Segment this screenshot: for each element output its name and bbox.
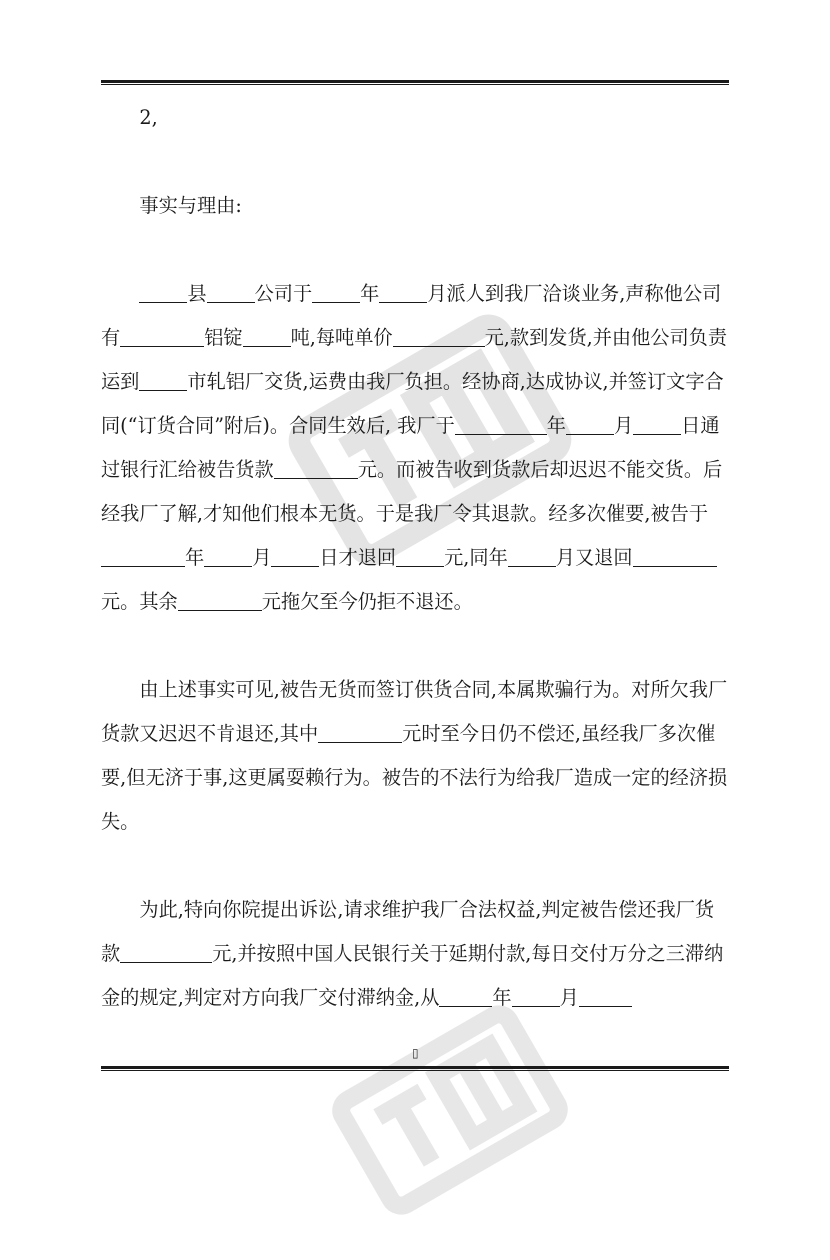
blank-company[interactable] [207, 282, 255, 303]
text: 年 [360, 282, 380, 305]
text: 年 [492, 986, 512, 1009]
text: 月 [613, 414, 634, 437]
text: 元时至今日仍不偿还,虽经我厂多次催要,但无济于事,这更属耍赖行为。被告的不法行为给我厂造成一定的经济损失。 [101, 722, 728, 833]
blank-month[interactable] [508, 546, 556, 567]
blank-refund-amount-2[interactable] [633, 546, 717, 567]
header-rule [101, 80, 729, 85]
claim-paragraph [101, 888, 731, 1020]
conclusion-paragraph [101, 668, 731, 844]
text: 元。其余 [101, 590, 178, 613]
blank-claim-amount[interactable] [120, 942, 212, 963]
blank-tons[interactable] [243, 326, 291, 347]
text: 县 [187, 282, 207, 305]
blank-refund-amount[interactable] [396, 546, 444, 567]
blank-remit-date[interactable] [455, 414, 547, 435]
blank-unit-price[interactable] [393, 326, 485, 347]
text: 市轧铝厂交货,运费由我厂负担。经协商,达成协议,并签订文字合同(“订货合同”附后)。合同生效后, 我厂于 [101, 370, 724, 437]
section-heading: 事实与理由: [139, 194, 242, 217]
blank-day[interactable] [579, 986, 632, 1007]
text: 年 [185, 546, 205, 569]
text: 日通过银行汇给被告货款 [101, 414, 720, 481]
blank-refund-year[interactable] [101, 546, 185, 567]
blank-city[interactable] [139, 370, 187, 391]
footer-rule [101, 1066, 729, 1071]
blank-remaining-amount[interactable] [178, 590, 262, 611]
blank-year[interactable] [312, 282, 360, 303]
text: 元,并按照中国人民银行关于延期付款,每日交付万分之三滞纳金的规定,判定对方向我厂交付滞纳金,从 [101, 942, 724, 1009]
blank-month[interactable] [379, 282, 427, 303]
text: 吨,每吨单价 [290, 326, 393, 349]
item-number: 2, [139, 106, 158, 129]
blank-year[interactable] [439, 986, 492, 1007]
text: 月又退回 [555, 546, 633, 569]
text: 月 [252, 546, 272, 569]
blank-county[interactable] [139, 282, 187, 303]
blank-month[interactable] [566, 414, 614, 435]
text: 元,款到发货,并由他公司负责运到 [101, 326, 728, 393]
text: 元。而被告收到货款后却迟迟不能交货。后经我厂了解,才知他们根本无货。于是我厂令其退款。经多次催要,被告于 [101, 458, 723, 525]
document-body [101, 96, 731, 1020]
text: 公司于 [254, 282, 313, 305]
text: 铝锭 [204, 326, 243, 349]
text: 元拖欠至今仍拒不退还。 [261, 590, 473, 613]
facts-paragraph [101, 272, 731, 624]
text: 月 [559, 986, 579, 1009]
text: 为此,特向你院提出诉讼,请求维护我厂合法权益,判定被告偿还我厂货款 [101, 898, 715, 965]
text: 日才退回 [319, 546, 397, 569]
blank-payment-amount[interactable] [274, 458, 358, 479]
text: 由上述事实可见,被告无货而签订供货合同,本属欺骗行为。对所欠我厂货款又迟迟不肯退还,其中 [101, 678, 728, 745]
blank-month[interactable] [204, 546, 252, 567]
blank-day[interactable] [633, 414, 681, 435]
blank-day[interactable] [271, 546, 319, 567]
text: 元,同年 [444, 546, 508, 569]
page-marker: ▯ [412, 1046, 419, 1060]
blank-brand[interactable] [120, 326, 204, 347]
text: 年 [546, 414, 566, 437]
blank-unpaid-amount[interactable] [318, 722, 402, 743]
text: 月派人到我厂洽谈业务,声称他公司有 [101, 282, 722, 349]
blank-month[interactable] [512, 986, 560, 1007]
